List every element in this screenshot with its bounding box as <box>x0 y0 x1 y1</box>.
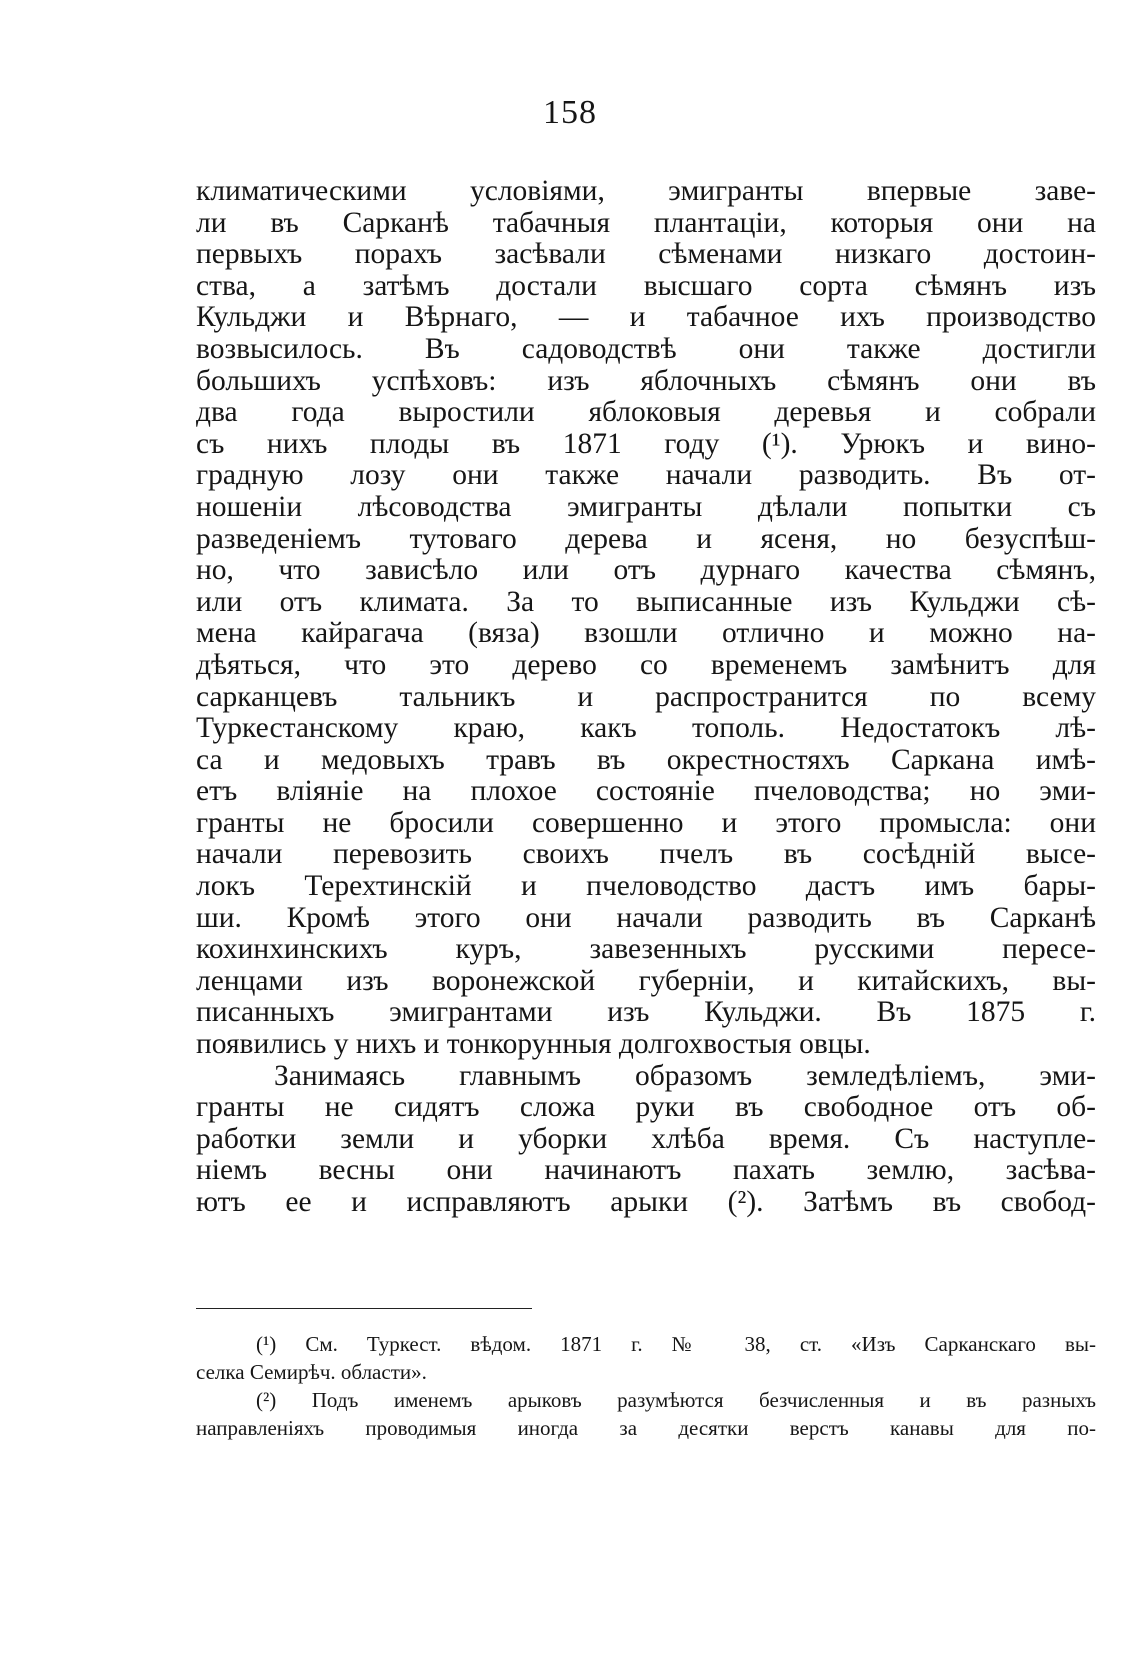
footnote-line: селка Семирѣч. области». <box>196 1360 427 1384</box>
text-line: дѣяться, что это дерево со временемъ замѣнитъ для <box>196 649 1096 681</box>
text-line: первыхъ порахъ засѣвали сѣменами низкаго достоин- <box>196 239 1096 271</box>
text-line: етъ вліяніе на плохое состояніе пчеловодства; но эми- <box>196 776 1096 808</box>
footnote-divider <box>196 1308 532 1309</box>
text-line: ли въ Сарканѣ табачныя плантаціи, которыя они на <box>196 207 1096 239</box>
text-line: возвысилось. Въ садоводствѣ они также достигли <box>196 333 1096 365</box>
text-line: съ нихъ плоды въ 1871 году (¹). Урюкъ и вино- <box>196 428 1096 460</box>
text-line: начали перевозить своихъ пчелъ въ сосѣдній высе- <box>196 839 1096 871</box>
footnotes <box>196 1330 1096 1442</box>
text-line: работки земли и уборки хлѣба время. Съ наступле- <box>196 1123 1096 1155</box>
text-line: кохинхинскихъ куръ, завезенныхъ русскими пересе- <box>196 934 1096 966</box>
text-line: писанныхъ эмигрантами изъ Кульджи. Въ 1875 г. <box>196 997 1096 1029</box>
text-line: гранты не бросили совершенно и этого промысла: они <box>196 807 1096 839</box>
text-line: ства, а затѣмъ достали высшаго сорта сѣмянъ изъ <box>196 270 1096 302</box>
text-line: два года выростили яблоковыя деревья и собрали <box>196 397 1096 429</box>
text-line: но, что зависѣло или отъ дурнаго качества сѣмянъ, <box>196 555 1096 587</box>
page-number: 158 <box>543 94 597 131</box>
text-line: Туркестанскому краю, какъ тополь. Недостатокъ лѣ- <box>196 713 1096 745</box>
footnote-line: (¹) См. Туркест. вѣдом. 1871 г. № 38, ст. «Изъ Сарканскаго вы- <box>256 1332 1096 1356</box>
text-line: градную лозу они также начали разводить. Въ от- <box>196 460 1096 492</box>
text-line: Кульджи и Вѣрнаго, — и табачное ихъ производство <box>196 302 1096 334</box>
text-line: Занимаясь главнымъ образомъ земледѣліемъ, эми- <box>274 1060 1096 1092</box>
text-line: большихъ успѣховъ: изъ яблочныхъ сѣмянъ они въ <box>196 365 1096 397</box>
paragraph <box>196 176 1096 1061</box>
footnote <box>196 1386 1096 1442</box>
paragraph <box>196 1061 1096 1219</box>
footnote-line: (²) Подъ именемъ арыковъ разумѣются безчисленныя и въ разныхъ <box>256 1388 1096 1412</box>
text-line: гранты не сидятъ сложа руки въ свободное отъ об- <box>196 1092 1096 1124</box>
text-line: са и медовыхъ травъ въ окрестностяхъ Саркана имѣ- <box>196 744 1096 776</box>
text-line: появились у нихъ и тонкорунныя долгохвостыя овцы. <box>196 1029 871 1061</box>
footnote-line: направленіяхъ проводимыя иногда за десятки верстъ канавы для по- <box>196 1416 1096 1440</box>
body-text <box>196 176 1096 1219</box>
text-line: сарканцевъ тальникъ и распространится по всему <box>196 681 1096 713</box>
footnote <box>196 1330 1096 1386</box>
text-line: ленцами изъ воронежской губерніи, и китайскихъ, вы- <box>196 965 1096 997</box>
text-line: разведеніемъ тутоваго дерева и ясеня, но безуспѣш- <box>196 523 1096 555</box>
text-line: климатическими условіями, эмигранты впервые заве- <box>196 176 1096 207</box>
text-line: или отъ климата. За то выписанные изъ Кульджи сѣ- <box>196 586 1096 618</box>
text-line: мена кайрагача (вяза) взошли отлично и можно на- <box>196 618 1096 650</box>
text-line: ши. Кромѣ этого они начали разводить въ Сарканѣ <box>196 902 1096 934</box>
text-line: локъ Терехтинскій и пчеловодство дастъ имъ бары- <box>196 871 1096 903</box>
text-line: ношеніи лѣсоводства эмигранты дѣлали попытки съ <box>196 491 1096 523</box>
text-line: ніемъ весны они начинаютъ пахать землю, засѣва- <box>196 1155 1096 1187</box>
text-line: ютъ ее и исправляютъ арыки (²). Затѣмъ въ свобод- <box>196 1187 1096 1218</box>
